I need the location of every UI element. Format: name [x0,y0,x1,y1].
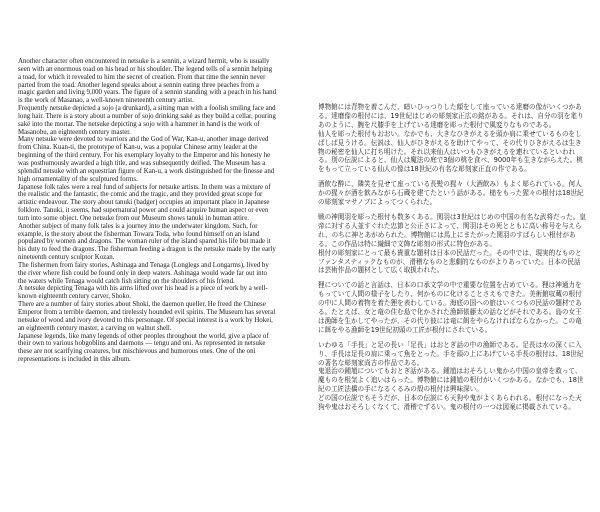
jp-paragraph-tenaga: いわゆる「手長」と足の長い「足長」はおとぎ話の中の漁師である。足長は水の深くに入り、手長は足長の肩に乗って魚をとった。手を頭の上にあげている手長の根付は、18世紀の著名な彫刻家尚古の作品である。 [318,340,584,367]
jp-paragraph-tanuki: 狸についての話と言話は、日本の口承文学の中で重要な位置を占めている。狸は神通力をもっていて人間の様子をしたり、何かものに化けることさえもできた。美術館収蔵の根付の中に人間の着物を着た狸を表わしている。海底の国への旅はいくつもの民話の題材である。たとえば、女と竜の住む島で化かされた漁師俵藤太の話などがそれである。島の女王は漁師を生かしてやったが、その代り彼には竜に餌をやらなければならなかった。この竜に餌をやる漁師を19世紀初頭の工匠が根付にされている。 [318,281,582,334]
jp-paragraph-sojo: 酒飲な酔に、隣笑を見せて座っている長髪の猩々（大酒飲み）もよく彫られている。何人かの猩々が酒を飲みながら石蔵を建てたという話がある。槌をもった猩々の根付は18世紀の彫刻家マサノブによってつくられた。 [318,180,584,207]
paragraph-shoki: There are a number of fairy stories about Shoki, the daemon queller. He freed the Chinese Emperor from a terrible daemon, and tirelessly hounded evil spirits. The Museum has several netsuke of wood and ivory devoted to this personage. Of special interest is a work by Hokei, an eighteenth century master, a carving on walnut shell. [18,301,276,332]
paragraph-sojo: Frequently netsuke depicted a sojo (a drunkard), a sitting man with a foolish smiling face and long hair. There is a story about a number of sojo drinking saké as they build a cellar, pouring saké into the mortar. The netsuke depicting a sojo with a hammer in hand is the work of Masanobu, an eighteenth century master. [18,105,276,136]
english-text-column [18,58,276,364]
jp-paragraph-sennin: 仙人を彫った根付もおおい。なかでも、大きなひきがえるを頭か肩に乗せているものをしばしば見うける。伝説は、仙人がひきがえるを助けてやって、その代りひきがえるは生き物の秘密を仙人に打ち明けた。それ以来仙人はいつもひきがえるを連れているといわれる。別の伝説によると、仙人は魔法の庭で3個の桃を食べ、9000年も生きながらえた。桃をもって立っている仙人の像は18世紀の有名な彫刻家正直の作である。 [318,129,583,174]
paragraph-underwater-kingdom: Another subject of many folk tales is a journey into the underwater kingdom. Such, for example, is the story about the fisherman Towara Toda, who found himself on an island populated by women and dragons. The woman ruler of the island spared his life but made it his duty to feed the dragons. The fisherman feeding a dragon is the netsuke made by the early nineteenth century sculptor Kozan. [18,222,276,262]
paragraph-folk-tales: Japanese folk tales were a real fund of subjects for netsuke artists. In them was a mixture of the realistic and the fantastic, the comic and the tragic, and they provided great scope for artistic endeavour. The story about tanuki (badger) occupies an important place in Japanese folklore. Tanuki, it seems, had supernatural power and could acquire human aspect or even turn into some object. One netsuke from our Museum shows tanuki in human attire. [18,183,271,222]
paragraph-tengu-oni: Japanese legends, like many legends of other peoples throughout the world, give a place of their own to various hobgoblins and daemons — tengu and oni. As represented in netsuke these are not scarifying creatures, but mischievous and humorous ones. One of the oni representations is included in this album. [18,332,269,364]
paragraph-kan-u: Many netsuke were devoted to warriors and the God of War, Kan-u, another image derived from China. Kuan-ti, the prototype of Kan-u, was a popular Chinese army leader at the beginning of the third century. For his exemplary loyalty to the Emperor and his honesty he was posthumously awarded a high title, and was subsequently deified. The Museum has a splendid netsuke with an equestrian figure of Kan-u, a work distinguished for the finesse and high ornamentality of the sculptured forms. [18,136,275,183]
jp-paragraph-kan-u: 戦の神関羽を彫った根付も数多くある。関羽は3世紀はじめの中国の有名な武将だった。皇帝に対する人並すぐれた忠節と公正さによって、関羽はその死とともに高い称号を与えられ、のちに神とあがめられた。博物館には馬上にまたがった関羽のすばらしい根付がある。この作品は特に繊細で文飾な彫刻の形式に特色がある。 [318,212,586,248]
jp-paragraph-daruma: 博物館には背物を着こんだ、暗いひっつりした顔をして座っている達磨の像がいくつかある。達磨像の根付には、19世紀はじめの彫刻家正広の銘がある。それは、自分の羽を毟りあのように、腕を尺膝手を上げている達磨を彫った根付で風変りなものである。 [318,103,584,129]
jp-paragraph-tengu-oni: どの国の伝説でもそうだが、日本の伝説にも天狗や鬼がよくあらわれる。根付になった天狗や鬼はおそろしくなくて、滑稽でずるい。鬼の根付の一つは図案に掲載されている。 [318,394,582,412]
jp-paragraph-shoki: 鬼退治の鍾馗についてもおとぎ話がある。鍾馗はおそろしい鬼から中国の皇帝を救って、魔ものを根気よく追いはらった。博物館には鍾馗の根付がいくつかある。なかでも、18世紀の工匠法橋の手になるくるみの殻の根付は興味深い。 [318,367,584,394]
paragraph-sennin: Another character often encountered in netsuke is a sennin, a wizard hermit, who is usually seen with an enormous toad on his head or his shoulder. The legend tells of a sennin helping a toad, for which it revealed to him the secret of creation. From that time the sennin never parted from the toad. Another legend speaks about a sennin eating three peaches from a magic garden and living 9,000 years. The figure of a sennin standing with a peach in his hand is the work of Masanao, a well-known nineteenth century artist. [18,58,277,105]
paragraph-tenaga: A netsuke depicting Tenaga with his arms lifted over his head is a piece of work by a well-known eighteenth century carver, Shoko. [18,285,268,301]
paragraph-fishermen: The fishermen from fairy stories, Ashinaga and Tenaga (Longlegs and Longarms), lived by the river where fish could be found only in deep waters. Ashinaga would wade far out into the waters while Tenaga would catch fish sitting on the shoulders of his friend. [18,261,269,285]
jp-paragraph-folk-tales: 根付の彫刻家にとって最も貴重な題材は日本の民話だった。その中では、現実的なものとファンタスティックなものが、滑稽なものと悲劇的なものがよりあっていた。日本の民話は芸術作品の題材として広く取扱われた。 [318,248,582,275]
japanese-text-column [318,103,586,412]
